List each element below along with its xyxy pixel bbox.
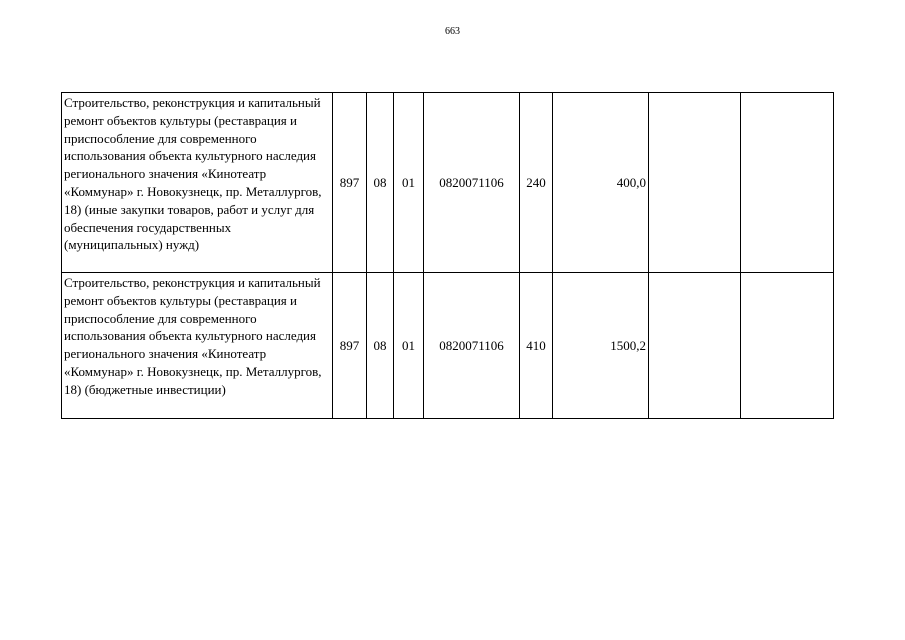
section-cell: 08 [367, 273, 394, 419]
amount-2-cell [649, 273, 741, 419]
table-row [62, 93, 834, 273]
ministry-code-cell: 897 [333, 93, 367, 273]
subsection-cell: 01 [394, 93, 424, 273]
page-number: 663 [445, 26, 460, 37]
subsection-cell: 01 [394, 273, 424, 419]
description-cell: Строительство, реконструкция и капитальный ремонт объектов культуры (реставрация и приспособление для современного использования объекта культурного наследия регионального значения «Кинотеатр «Коммунар» г. Новокузнецк, пр. Металлургов, 18) (иные закупки товаров, работ и услуг для обеспечения государственных (муниципальных) нужд) [62, 93, 333, 273]
amount-2-cell [649, 93, 741, 273]
expense-type-cell: 240 [520, 93, 553, 273]
amount-cell: 1500,2 [553, 273, 649, 419]
target-item-cell: 0820071106 [424, 273, 520, 419]
section-cell: 08 [367, 93, 394, 273]
ministry-code-cell: 897 [333, 273, 367, 419]
table-row [62, 273, 834, 419]
amount-cell: 400,0 [553, 93, 649, 273]
expense-type-cell: 410 [520, 273, 553, 419]
amount-3-cell [741, 93, 834, 273]
target-item-cell: 0820071106 [424, 93, 520, 273]
amount-3-cell [741, 273, 834, 419]
budget-table [61, 92, 834, 419]
description-cell: Строительство, реконструкция и капитальный ремонт объектов культуры (реставрация и приспособление для современного использования объекта культурного наследия регионального значения «Кинотеатр «Коммунар» г. Новокузнецк, пр. Металлургов, 18) (бюджетные инвестиции) [62, 273, 333, 419]
